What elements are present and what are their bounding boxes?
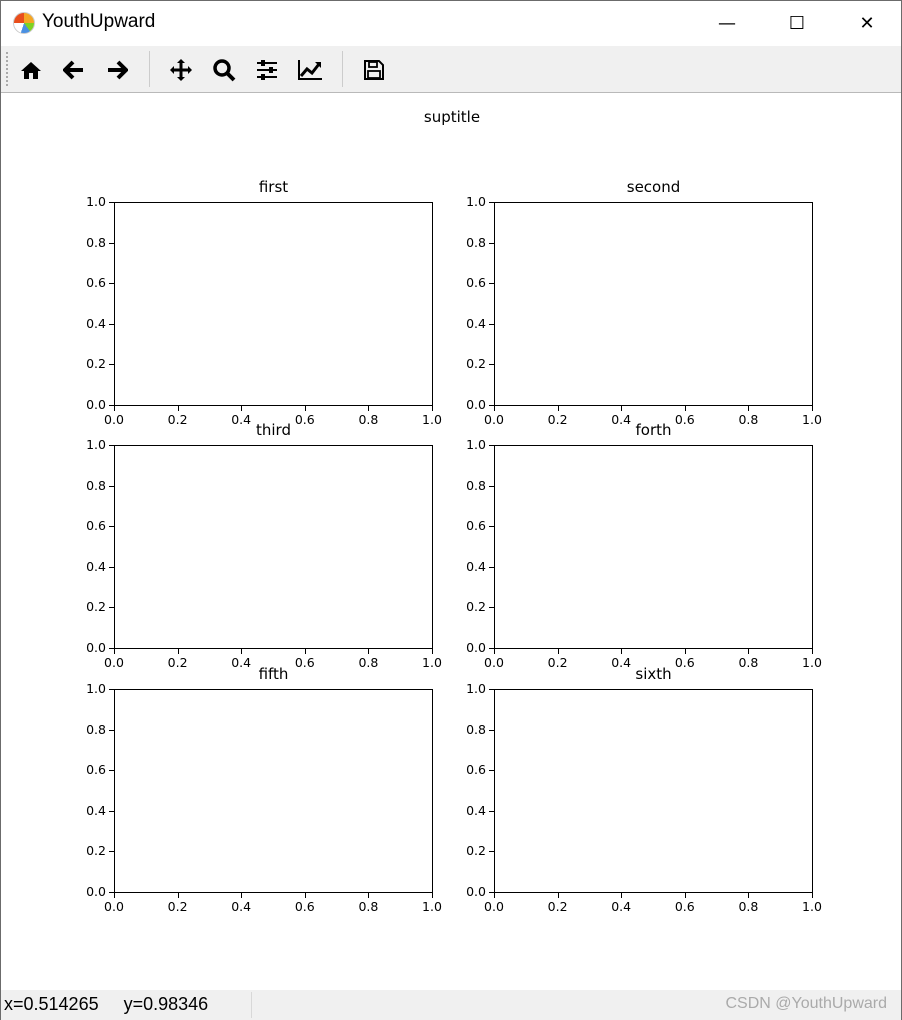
y-tick [489, 405, 494, 406]
x-tick-label: 0.2 [547, 655, 568, 670]
home-button[interactable] [16, 55, 46, 85]
y-tick-label: 0.0 [86, 884, 106, 899]
save-icon [363, 59, 385, 81]
x-tick-label: 0.0 [104, 412, 124, 427]
axes-title: forth [635, 421, 672, 439]
x-tick-label: 1.0 [422, 412, 442, 427]
y-tick-label: 0.2 [86, 356, 106, 372]
x-tick-label: 0.8 [738, 899, 759, 914]
y-tick [109, 607, 114, 608]
forward-button[interactable] [102, 55, 132, 85]
y-tick [109, 770, 114, 771]
subplots-icon [255, 59, 279, 81]
x-tick [748, 649, 749, 654]
y-tick-label: 0.4 [466, 802, 486, 818]
y-tick [109, 892, 114, 893]
zoom-button[interactable] [209, 55, 239, 85]
axes-title: first [258, 178, 289, 196]
axes-title: second [626, 178, 681, 196]
pan-icon [169, 58, 193, 82]
x-tick-label: 0.8 [358, 412, 379, 427]
x-tick [558, 406, 559, 411]
x-tick [494, 893, 495, 898]
y-tick-label: 0.2 [86, 843, 106, 859]
axes-second[interactable] [494, 202, 813, 406]
y-tick-label: 0.8 [466, 477, 486, 493]
y-tick-label: 0.0 [466, 397, 486, 412]
x-tick-label: 1.0 [802, 655, 822, 670]
y-tick-label: 0.8 [86, 234, 106, 250]
y-tick [489, 648, 494, 649]
x-tick-label: 0.2 [167, 899, 188, 914]
y-tick-label: 0.8 [86, 721, 106, 737]
home-icon [20, 60, 42, 80]
x-tick-label: 0.8 [358, 899, 379, 914]
window-title: YouthUpward [42, 11, 156, 32]
y-tick [109, 445, 114, 446]
y-tick [489, 607, 494, 608]
y-tick [489, 283, 494, 284]
y-tick [489, 567, 494, 568]
x-tick [305, 406, 306, 411]
back-button[interactable] [59, 55, 89, 85]
y-tick [109, 364, 114, 365]
x-tick-label: 1.0 [422, 899, 442, 914]
x-tick [685, 893, 686, 898]
y-tick [489, 202, 494, 203]
x-tick [621, 893, 622, 898]
x-tick [685, 649, 686, 654]
y-tick [109, 526, 114, 527]
y-tick [109, 648, 114, 649]
y-tick-label: 1.0 [86, 681, 106, 696]
x-tick [558, 893, 559, 898]
x-tick-label: 1.0 [802, 899, 822, 914]
y-tick-label: 0.8 [466, 721, 486, 737]
x-tick [621, 649, 622, 654]
forward-icon [106, 60, 128, 80]
x-tick-label: 0.8 [358, 655, 379, 670]
y-tick [489, 770, 494, 771]
x-tick [114, 893, 115, 898]
back-icon [63, 60, 85, 80]
x-tick-label: 0.2 [547, 412, 568, 427]
axes-title: sixth [635, 665, 672, 683]
x-tick-label: 0.4 [231, 412, 252, 427]
x-tick [432, 649, 433, 654]
x-tick-label: 0.6 [674, 655, 695, 670]
x-tick-label: 0.0 [104, 655, 124, 670]
y-tick [489, 445, 494, 446]
y-tick [109, 202, 114, 203]
y-tick-label: 0.8 [86, 477, 106, 493]
y-tick-label: 0.2 [466, 843, 486, 859]
x-tick [494, 406, 495, 411]
x-tick [241, 406, 242, 411]
y-tick-label: 0.6 [466, 762, 486, 778]
axes-title: third [256, 421, 291, 439]
x-tick [241, 893, 242, 898]
toolbar-grip[interactable] [6, 52, 8, 86]
x-tick [558, 649, 559, 654]
y-tick-label: 0.0 [466, 884, 486, 899]
navigation-toolbar [1, 46, 901, 93]
x-tick-label: 0.6 [674, 412, 695, 427]
x-tick [305, 649, 306, 654]
x-tick-label: 0.6 [294, 655, 315, 670]
x-tick-label: 0.2 [167, 655, 188, 670]
close-button[interactable]: ✕ [859, 13, 875, 34]
y-tick-label: 0.6 [86, 275, 106, 291]
figure-canvas[interactable] [1, 94, 901, 990]
y-tick-label: 0.0 [86, 640, 106, 655]
x-tick-label: 0.2 [547, 899, 568, 914]
x-tick-label: 0.0 [104, 899, 124, 914]
x-tick-label: 0.0 [484, 655, 504, 670]
y-tick [489, 851, 494, 852]
zoom-icon [212, 58, 236, 82]
x-tick [621, 406, 622, 411]
x-tick [812, 406, 813, 411]
x-tick [114, 406, 115, 411]
save-button[interactable] [359, 55, 389, 85]
x-tick-label: 0.4 [231, 655, 252, 670]
y-tick [489, 892, 494, 893]
x-tick-label: 0.0 [484, 412, 504, 427]
y-tick [109, 486, 114, 487]
y-tick-label: 1.0 [466, 194, 486, 209]
y-tick [489, 243, 494, 244]
pan-button[interactable] [166, 55, 196, 85]
x-tick [178, 893, 179, 898]
x-tick [305, 893, 306, 898]
y-tick-label: 0.2 [86, 599, 106, 615]
y-tick-label: 1.0 [86, 194, 106, 209]
maximize-button[interactable]: ☐ [788, 13, 806, 34]
y-tick [489, 730, 494, 731]
customize-button[interactable] [295, 55, 325, 85]
x-tick [368, 893, 369, 898]
x-tick-label: 0.4 [231, 899, 252, 914]
status-bar [1, 990, 901, 1020]
axes-third[interactable] [114, 445, 433, 649]
y-tick [109, 689, 114, 690]
y-tick-label: 0.2 [466, 599, 486, 615]
x-tick [812, 893, 813, 898]
status-separator [251, 992, 252, 1018]
y-tick-label: 0.4 [466, 558, 486, 574]
axes-sixth[interactable] [494, 689, 813, 893]
x-tick-label: 0.8 [738, 655, 759, 670]
watermark: CSDN @YouthUpward [725, 995, 887, 1012]
x-tick-label: 0.4 [611, 412, 632, 427]
x-tick [494, 649, 495, 654]
x-tick [178, 649, 179, 654]
x-tick-label: 0.4 [611, 655, 632, 670]
x-tick-label: 0.6 [294, 899, 315, 914]
y-tick-label: 0.6 [86, 518, 106, 534]
y-tick-label: 0.4 [466, 315, 486, 331]
y-tick [109, 283, 114, 284]
y-tick-label: 0.6 [86, 762, 106, 778]
y-tick-label: 0.8 [466, 234, 486, 250]
x-tick [748, 406, 749, 411]
y-tick [489, 364, 494, 365]
x-tick [368, 406, 369, 411]
y-tick [109, 851, 114, 852]
y-tick [109, 324, 114, 325]
axes-title: fifth [258, 665, 289, 683]
customize-icon [297, 59, 323, 81]
y-tick-label: 1.0 [86, 437, 106, 452]
axes-forth[interactable] [494, 445, 813, 649]
y-tick [489, 324, 494, 325]
y-tick-label: 0.0 [466, 640, 486, 655]
axes-first[interactable] [114, 202, 433, 406]
y-tick-label: 0.6 [466, 275, 486, 291]
y-tick [489, 486, 494, 487]
x-tick [368, 649, 369, 654]
y-tick-label: 0.4 [86, 558, 106, 574]
x-tick [685, 406, 686, 411]
y-tick [489, 689, 494, 690]
y-tick [109, 567, 114, 568]
x-tick-label: 0.6 [674, 899, 695, 914]
x-tick-label: 1.0 [422, 655, 442, 670]
y-tick [109, 243, 114, 244]
x-tick [114, 649, 115, 654]
x-tick-label: 0.0 [484, 899, 504, 914]
subplots-button[interactable] [252, 55, 282, 85]
suptitle: suptitle [423, 108, 481, 126]
x-tick-label: 0.8 [738, 412, 759, 427]
y-tick-label: 0.4 [86, 315, 106, 331]
x-tick-label: 0.2 [167, 412, 188, 427]
x-tick [748, 893, 749, 898]
y-tick-label: 0.0 [86, 397, 106, 412]
y-tick-label: 0.4 [86, 802, 106, 818]
y-tick [109, 730, 114, 731]
title-bar [1, 1, 901, 46]
y-tick [109, 405, 114, 406]
x-tick [178, 406, 179, 411]
app-icon [13, 12, 35, 34]
x-tick [432, 893, 433, 898]
y-tick [109, 811, 114, 812]
y-tick-label: 1.0 [466, 681, 486, 696]
x-tick [432, 406, 433, 411]
toolbar-separator [149, 51, 150, 87]
x-tick-label: 0.6 [294, 412, 315, 427]
x-tick [241, 649, 242, 654]
y-tick-label: 0.2 [466, 356, 486, 372]
minimize-button[interactable]: — [718, 13, 736, 34]
y-tick [489, 526, 494, 527]
toolbar-separator [342, 51, 343, 87]
x-tick-label: 0.4 [611, 899, 632, 914]
cursor-coordinates: x=0.514265 y=0.98346 [4, 994, 209, 1014]
y-tick-label: 1.0 [466, 437, 486, 452]
x-tick [812, 649, 813, 654]
axes-fifth[interactable] [114, 689, 433, 893]
y-tick [489, 811, 494, 812]
y-tick-label: 0.6 [466, 518, 486, 534]
x-tick-label: 1.0 [802, 412, 822, 427]
